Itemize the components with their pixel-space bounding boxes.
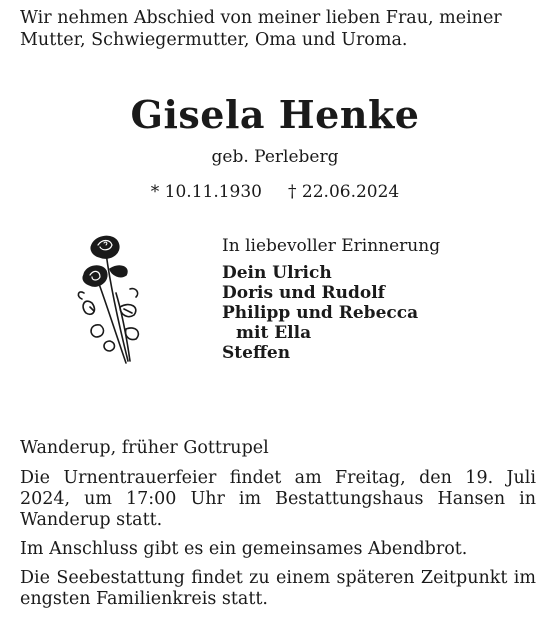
intro-line-2: Mutter, Schwiegermutter, Oma und Uroma. [20, 30, 408, 50]
deceased-name: Gisela Henke [130, 92, 420, 137]
mourners-block [222, 235, 522, 363]
intro-text [20, 7, 536, 51]
mourner-name: Dein Ulrich [222, 263, 332, 283]
life-dates [0, 180, 550, 204]
memory-line: In liebevoller Erinnerung [222, 236, 441, 256]
location-line: Wanderup, früher Gottrupel [20, 438, 269, 458]
details-block [20, 438, 536, 618]
sea-burial-text: Die Seebestattung findet zu einem späteren Zeitpunkt im engsten Familienkreis statt. [20, 568, 536, 609]
rose-icon [70, 233, 160, 373]
mourner-name: Steffen [222, 343, 291, 363]
mourner-name: Philipp und Rebecca [222, 303, 419, 323]
mourner-name: Doris und Rudolf [222, 283, 385, 303]
ceremony-text: Die Urnentrauerfeier findet am Freitag, den 19. Juli 2024, um 17:00 Uhr im Bestattungshaus Hansen in Wanderup statt. [20, 468, 536, 530]
dinner-text: Im Anschluss gibt es ein gemeinsames Abendbrot. [20, 539, 468, 559]
birth-name: geb. Perleberg [211, 147, 339, 167]
birth-date: * 10.11.1930 [150, 182, 262, 202]
mourner-name: mit Ella [236, 323, 312, 343]
intro-line-1: Wir nehmen Abschied von meiner lieben Frau, meiner [20, 8, 502, 28]
death-date: † 22.06.2024 [288, 182, 400, 202]
